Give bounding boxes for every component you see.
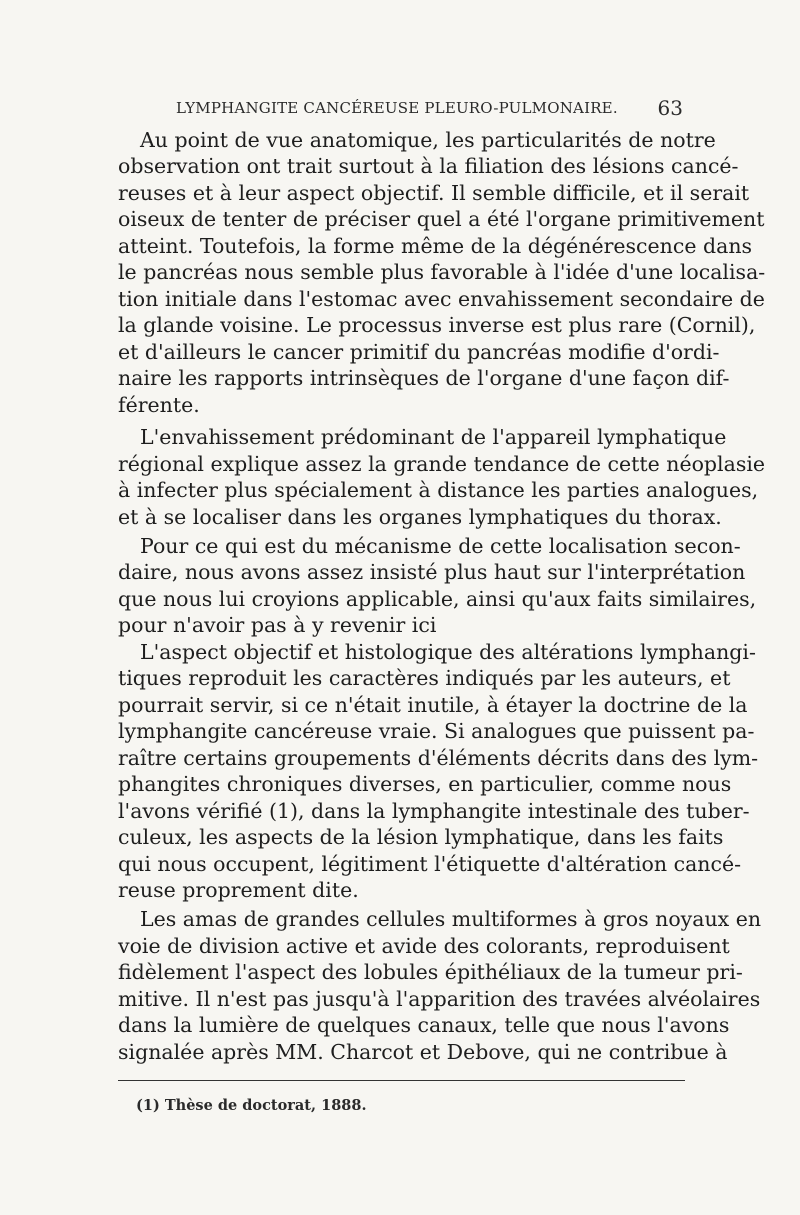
text-line: l'avons vérifié (1), dans la lymphangite intestinale des tuber- xyxy=(118,799,750,823)
text-line: naire les rapports intrinsèques de l'organe d'une façon dif- xyxy=(118,366,730,390)
text-line: reuse proprement dite. xyxy=(118,878,359,902)
text-line: régional explique assez la grande tendance de cette néoplasie xyxy=(118,452,766,476)
text-line: dans la lumière de quelques canaux, telle que nous l'avons xyxy=(118,1013,730,1037)
text-line: pour n'avoir pas à y revenir ici xyxy=(118,613,437,637)
text-line: L'aspect objectif et histologique des altérations lymphangi- xyxy=(140,640,756,664)
text-line: le pancréas nous semble plus favorable à l'idée d'une localisa- xyxy=(118,260,766,284)
text-line: reuses et à leur aspect objectif. Il semble difficile, et il serait xyxy=(118,181,750,205)
text-line: la glande voisine. Le processus inverse est plus rare (Cornil), xyxy=(118,313,756,337)
text-line: Pour ce qui est du mécanisme de cette localisation secon- xyxy=(140,534,741,558)
text-line: fidèlement l'aspect des lobules épithéliaux de la tumeur pri- xyxy=(118,960,743,984)
text-line: qui nous occupent, légitiment l'étiquette d'altération cancé- xyxy=(118,852,742,876)
text-line: lymphangite cancéreuse vraie. Si analogues que puissent pa- xyxy=(118,719,755,743)
running-title: LYMPHANGITE CANCÉREUSE PLEURO-PULMONAIRE. xyxy=(176,99,618,117)
running-head xyxy=(118,96,685,123)
text-line: culeux, les aspects de la lésion lymphatique, dans les faits xyxy=(118,825,724,849)
text-line: oiseux de tenter de préciser quel a été l'organe primitivement xyxy=(118,207,765,231)
text-line: et à se localiser dans les organes lymphatiques du thorax. xyxy=(118,505,722,529)
text-line: raître certains groupements d'éléments décrits dans des lym- xyxy=(118,746,759,770)
text-line: tion initiale dans l'estomac avec envahissement secondaire de xyxy=(118,287,765,311)
text-line: L'envahissement prédominant de l'appareil lymphatique xyxy=(140,425,727,449)
text-line: phangites chroniques diverses, en particulier, comme nous xyxy=(118,772,732,796)
text-line: signalée après MM. Charcot et Debove, qui ne contribue à xyxy=(118,1040,728,1064)
footnote-rule xyxy=(118,1080,685,1081)
text-line: daire, nous avons assez insisté plus haut sur l'interprétation xyxy=(118,560,746,584)
text-line: et d'ailleurs le cancer primitif du pancréas modifie d'ordi- xyxy=(118,340,720,364)
text-line: mitive. Il n'est pas jusqu'à l'apparition des travées alvéolaires xyxy=(118,987,761,1011)
text-line: que nous lui croyions applicable, ainsi qu'aux faits similaires, xyxy=(118,587,757,611)
text-line: férente. xyxy=(118,393,200,417)
text-line: Les amas de grandes cellules multiformes à gros noyaux en xyxy=(140,907,762,931)
text-line: Au point de vue anatomique, les particularités de notre xyxy=(140,128,716,152)
text-line: tiques reproduit les caractères indiqués par les auteurs, et xyxy=(118,666,731,690)
text-line: pourrait servir, si ce n'était inutile, à étayer la doctrine de la xyxy=(118,693,748,717)
page-number: 63 xyxy=(657,96,683,120)
footnote: (1) Thèse de doctorat, 1888. xyxy=(136,1097,367,1114)
text-line: observation ont trait surtout à la filiation des lésions cancé- xyxy=(118,154,739,178)
text-line: atteint. Toutefois, la forme même de la dégénérescence dans xyxy=(118,234,753,258)
text-line: à infecter plus spécialement à distance les parties analogues, xyxy=(118,478,759,502)
text-line: voie de division active et avide des colorants, reproduisent xyxy=(118,934,730,958)
